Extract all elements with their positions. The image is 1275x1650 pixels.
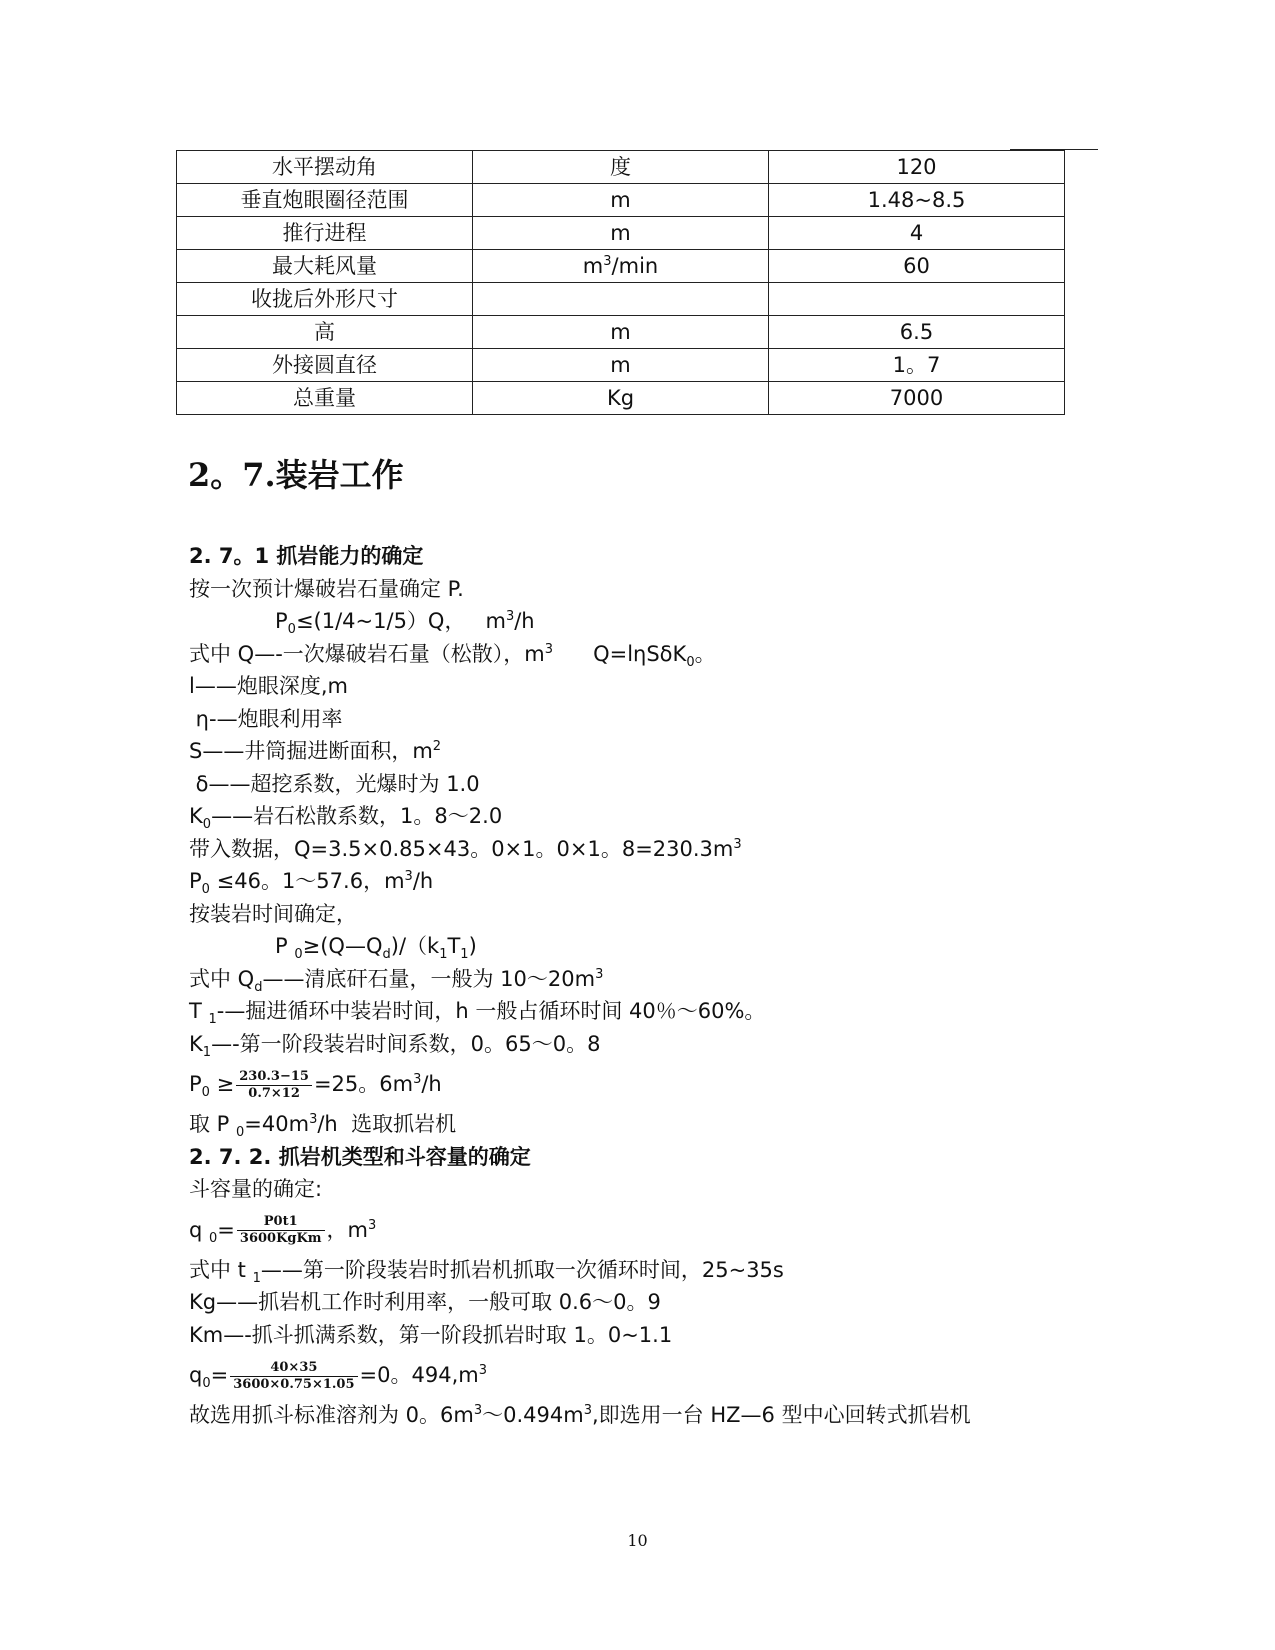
subscript: 0 xyxy=(202,817,212,832)
text-run: ≥ xyxy=(209,1072,235,1096)
table-row xyxy=(177,382,1065,415)
fraction-denominator: 3600KgKm xyxy=(239,1231,322,1246)
text-run: η-—炮眼利用率 xyxy=(189,706,343,731)
fraction-numerator: P0t1 xyxy=(237,1214,325,1231)
value-cell: 1。7 xyxy=(769,349,1065,382)
subscript: 0 xyxy=(209,1230,218,1246)
unit-cell: 度 xyxy=(473,151,769,184)
text-run: T xyxy=(189,999,209,1023)
text-line xyxy=(189,735,1089,768)
superscript: 3 xyxy=(733,836,742,852)
unit-cell: m xyxy=(473,349,769,382)
text-run: ～0.494m xyxy=(482,1403,584,1427)
text-run: /h xyxy=(514,609,535,633)
text-run: /h xyxy=(421,1072,442,1096)
text-run: = xyxy=(217,1217,235,1242)
text-run: 取 P xyxy=(189,1112,237,1136)
text-run: Kg——抓岩机工作时利用率，一般可取 0.6～0。9 xyxy=(189,1290,661,1314)
superscript: 3 xyxy=(473,1403,483,1418)
text-run: ≥(Q—Q xyxy=(302,934,383,958)
text-run: 按装岩时间确定， xyxy=(189,901,357,926)
text-run: P xyxy=(189,1072,202,1096)
fraction-denominator: 0.7×12 xyxy=(248,1085,300,1101)
subscript: 1 xyxy=(439,947,448,962)
subscript: 0 xyxy=(294,947,303,962)
text-run: T xyxy=(447,934,461,958)
unit-cell: m xyxy=(473,316,769,349)
text-line xyxy=(189,800,1089,833)
text-run: ,即选用一台 HZ—6 型中心回转式抓岩机 xyxy=(592,1403,971,1427)
superscript: 2 xyxy=(432,739,442,754)
superscript: 3 xyxy=(413,1072,422,1087)
param-name-cell: 高 xyxy=(177,316,473,349)
subsection-title xyxy=(189,1141,1089,1174)
text-line xyxy=(189,638,1089,671)
fraction xyxy=(236,1069,312,1102)
unit-cell: $m^3/\min$ xyxy=(473,250,769,283)
unit-cell: Kg xyxy=(473,382,769,415)
subscript: 0 xyxy=(201,1085,210,1100)
section-heading: 2。7.装岩工作 xyxy=(188,456,404,494)
text-line xyxy=(189,1286,1089,1319)
text-run: 。 xyxy=(694,641,716,666)
text-line xyxy=(189,1399,1089,1432)
fraction-numerator: 230.3−15 xyxy=(236,1069,312,1086)
value-cell xyxy=(769,283,1065,316)
unit-cell xyxy=(473,283,769,316)
text-line xyxy=(189,703,1089,736)
superscript: 3 xyxy=(478,1363,487,1378)
text-line xyxy=(189,1206,1089,1254)
text-run: ——第一阶段装岩时抓岩机抓取一次循环时间，25~35s xyxy=(260,1257,784,1282)
text-line xyxy=(189,898,1089,931)
text-run: 故选用抓斗标准溶剂为 0。6m xyxy=(189,1403,474,1427)
param-name-cell: 水平摆动角 xyxy=(177,151,473,184)
param-name-cell: 收拢后外形尺寸 xyxy=(177,283,473,316)
text-line xyxy=(189,1254,1089,1287)
page-number: 10 xyxy=(627,1531,648,1550)
superscript: 3 xyxy=(505,609,515,624)
param-name-cell: 垂直炮眼圈径范围 xyxy=(177,184,473,217)
text-run: ≤(1/4~1/5）Q， m xyxy=(295,609,506,633)
subscript: 1 xyxy=(460,947,469,962)
table-row xyxy=(177,316,1065,349)
text-run: )/（k xyxy=(390,934,440,958)
text-run: S——井筒掘进断面积，m xyxy=(189,739,433,763)
table-row xyxy=(177,250,1065,283)
text-run: q xyxy=(189,1363,203,1387)
subsection-title xyxy=(189,540,1089,573)
superscript: 3 xyxy=(368,1217,377,1233)
subscript: d xyxy=(382,947,391,962)
text-run: ——清底矸石量，一般为 10～20m xyxy=(262,966,596,991)
fraction-denominator: 3600×0.75×1.05 xyxy=(233,1376,355,1392)
text-run: 按一次预计爆破岩石量确定 P. xyxy=(189,576,464,601)
text-line xyxy=(189,1060,1089,1108)
text-run: q xyxy=(189,1217,210,1242)
text-run: 式中 Q xyxy=(189,966,255,991)
value-cell: 4 xyxy=(769,217,1065,250)
text-run: δ——超挖系数，光爆时为 1.0 xyxy=(189,771,480,796)
text-run: P xyxy=(189,869,202,893)
superscript: 3 xyxy=(404,869,413,884)
subscript: 0 xyxy=(236,1125,245,1140)
fraction xyxy=(237,1214,325,1247)
text-run: /h 选取抓岩机 xyxy=(317,1112,457,1136)
text-line xyxy=(189,768,1089,801)
text-run: -—掘进循环中装岩时间，h 一般占循环时间 40％～60%。 xyxy=(216,999,766,1023)
spec-table xyxy=(176,150,1065,415)
text-run: =25。6m xyxy=(313,1072,414,1096)
subscript: 0 xyxy=(287,622,296,637)
subscript: 1 xyxy=(202,1044,212,1060)
value-cell: 120 xyxy=(769,151,1065,184)
param-name-cell: 总重量 xyxy=(177,382,473,415)
table-row xyxy=(177,283,1065,316)
body-text xyxy=(189,540,1089,1432)
superscript: 3 xyxy=(583,1403,592,1418)
param-name-cell: 外接圆直径 xyxy=(177,349,473,382)
unit-cell: m xyxy=(473,217,769,250)
superscript: 3 xyxy=(309,1112,318,1127)
text-run: 2. 7。1 抓岩能力的确定 xyxy=(189,544,424,568)
subscript: 1 xyxy=(252,1270,261,1286)
table-row xyxy=(177,217,1065,250)
text-run: =40m xyxy=(244,1112,310,1136)
text-run: 式中 Q—-一次爆破岩石量（松散），m xyxy=(189,641,545,666)
text-run: /h xyxy=(412,869,434,893)
subscript: 0 xyxy=(202,1376,211,1391)
text-line xyxy=(189,833,1089,866)
text-run: ) xyxy=(468,934,477,958)
text-run: 斗容量的确定: xyxy=(189,1177,323,1201)
subscript: d xyxy=(254,979,263,995)
text-run: —-第一阶段装岩时间系数，0。65～0。8 xyxy=(211,1031,601,1056)
text-line xyxy=(189,605,1089,638)
param-name-cell: 最大耗风量 xyxy=(177,250,473,283)
superscript: 3 xyxy=(544,641,554,657)
subscript: 0 xyxy=(201,882,210,897)
text-line xyxy=(189,1319,1089,1352)
param-name-cell: 推行进程 xyxy=(177,217,473,250)
fraction xyxy=(230,1360,357,1393)
text-run: Km—-抓斗抓满系数，第一阶段抓岩时取 1。0~1.1 xyxy=(189,1322,673,1347)
value-cell: 60 xyxy=(769,250,1065,283)
text-run: K xyxy=(189,1031,203,1056)
fraction-numerator: 40×35 xyxy=(230,1360,357,1377)
table-row xyxy=(177,349,1065,382)
text-line xyxy=(189,930,1089,963)
text-run: =0。494,m xyxy=(359,1363,479,1387)
unit-cell: m xyxy=(473,184,769,217)
table-row xyxy=(177,184,1065,217)
text-run: 2. 7. 2. 抓岩机类型和斗容量的确定 xyxy=(189,1144,531,1169)
text-run: ，m xyxy=(326,1217,368,1242)
text-run: = xyxy=(210,1363,229,1387)
text-line xyxy=(189,865,1089,898)
text-line xyxy=(189,1028,1089,1061)
text-run: ≤46。1～57.6，m xyxy=(209,869,405,893)
text-line xyxy=(189,1351,1089,1399)
text-line xyxy=(189,963,1089,996)
text-run: P xyxy=(275,609,288,633)
spec-table-body xyxy=(177,151,1065,415)
subscript: 1 xyxy=(208,1012,217,1027)
text-line xyxy=(189,573,1089,606)
text-run: P xyxy=(275,934,295,958)
text-line xyxy=(189,670,1089,703)
text-run: Q=lηSδK xyxy=(553,641,687,666)
text-line xyxy=(189,995,1089,1028)
value-cell: 6.5 xyxy=(769,316,1065,349)
value-cell: 1.48~8.5 xyxy=(769,184,1065,217)
superscript: 3 xyxy=(595,966,604,982)
text-run: 带入数据，Q=3.5×0.85×43。0×1。0×1。8=230.3m xyxy=(189,836,734,861)
text-run: K xyxy=(189,804,203,828)
text-run: 式中 t xyxy=(189,1257,253,1282)
text-line xyxy=(189,1173,1089,1206)
text-run: l——炮眼深度,m xyxy=(189,674,348,698)
value-cell: 7000 xyxy=(769,382,1065,415)
text-run: ——岩石松散系数，1。8～2.0 xyxy=(211,804,503,828)
text-line xyxy=(189,1108,1089,1141)
table-row xyxy=(177,151,1065,184)
subscript: 0 xyxy=(686,654,695,670)
